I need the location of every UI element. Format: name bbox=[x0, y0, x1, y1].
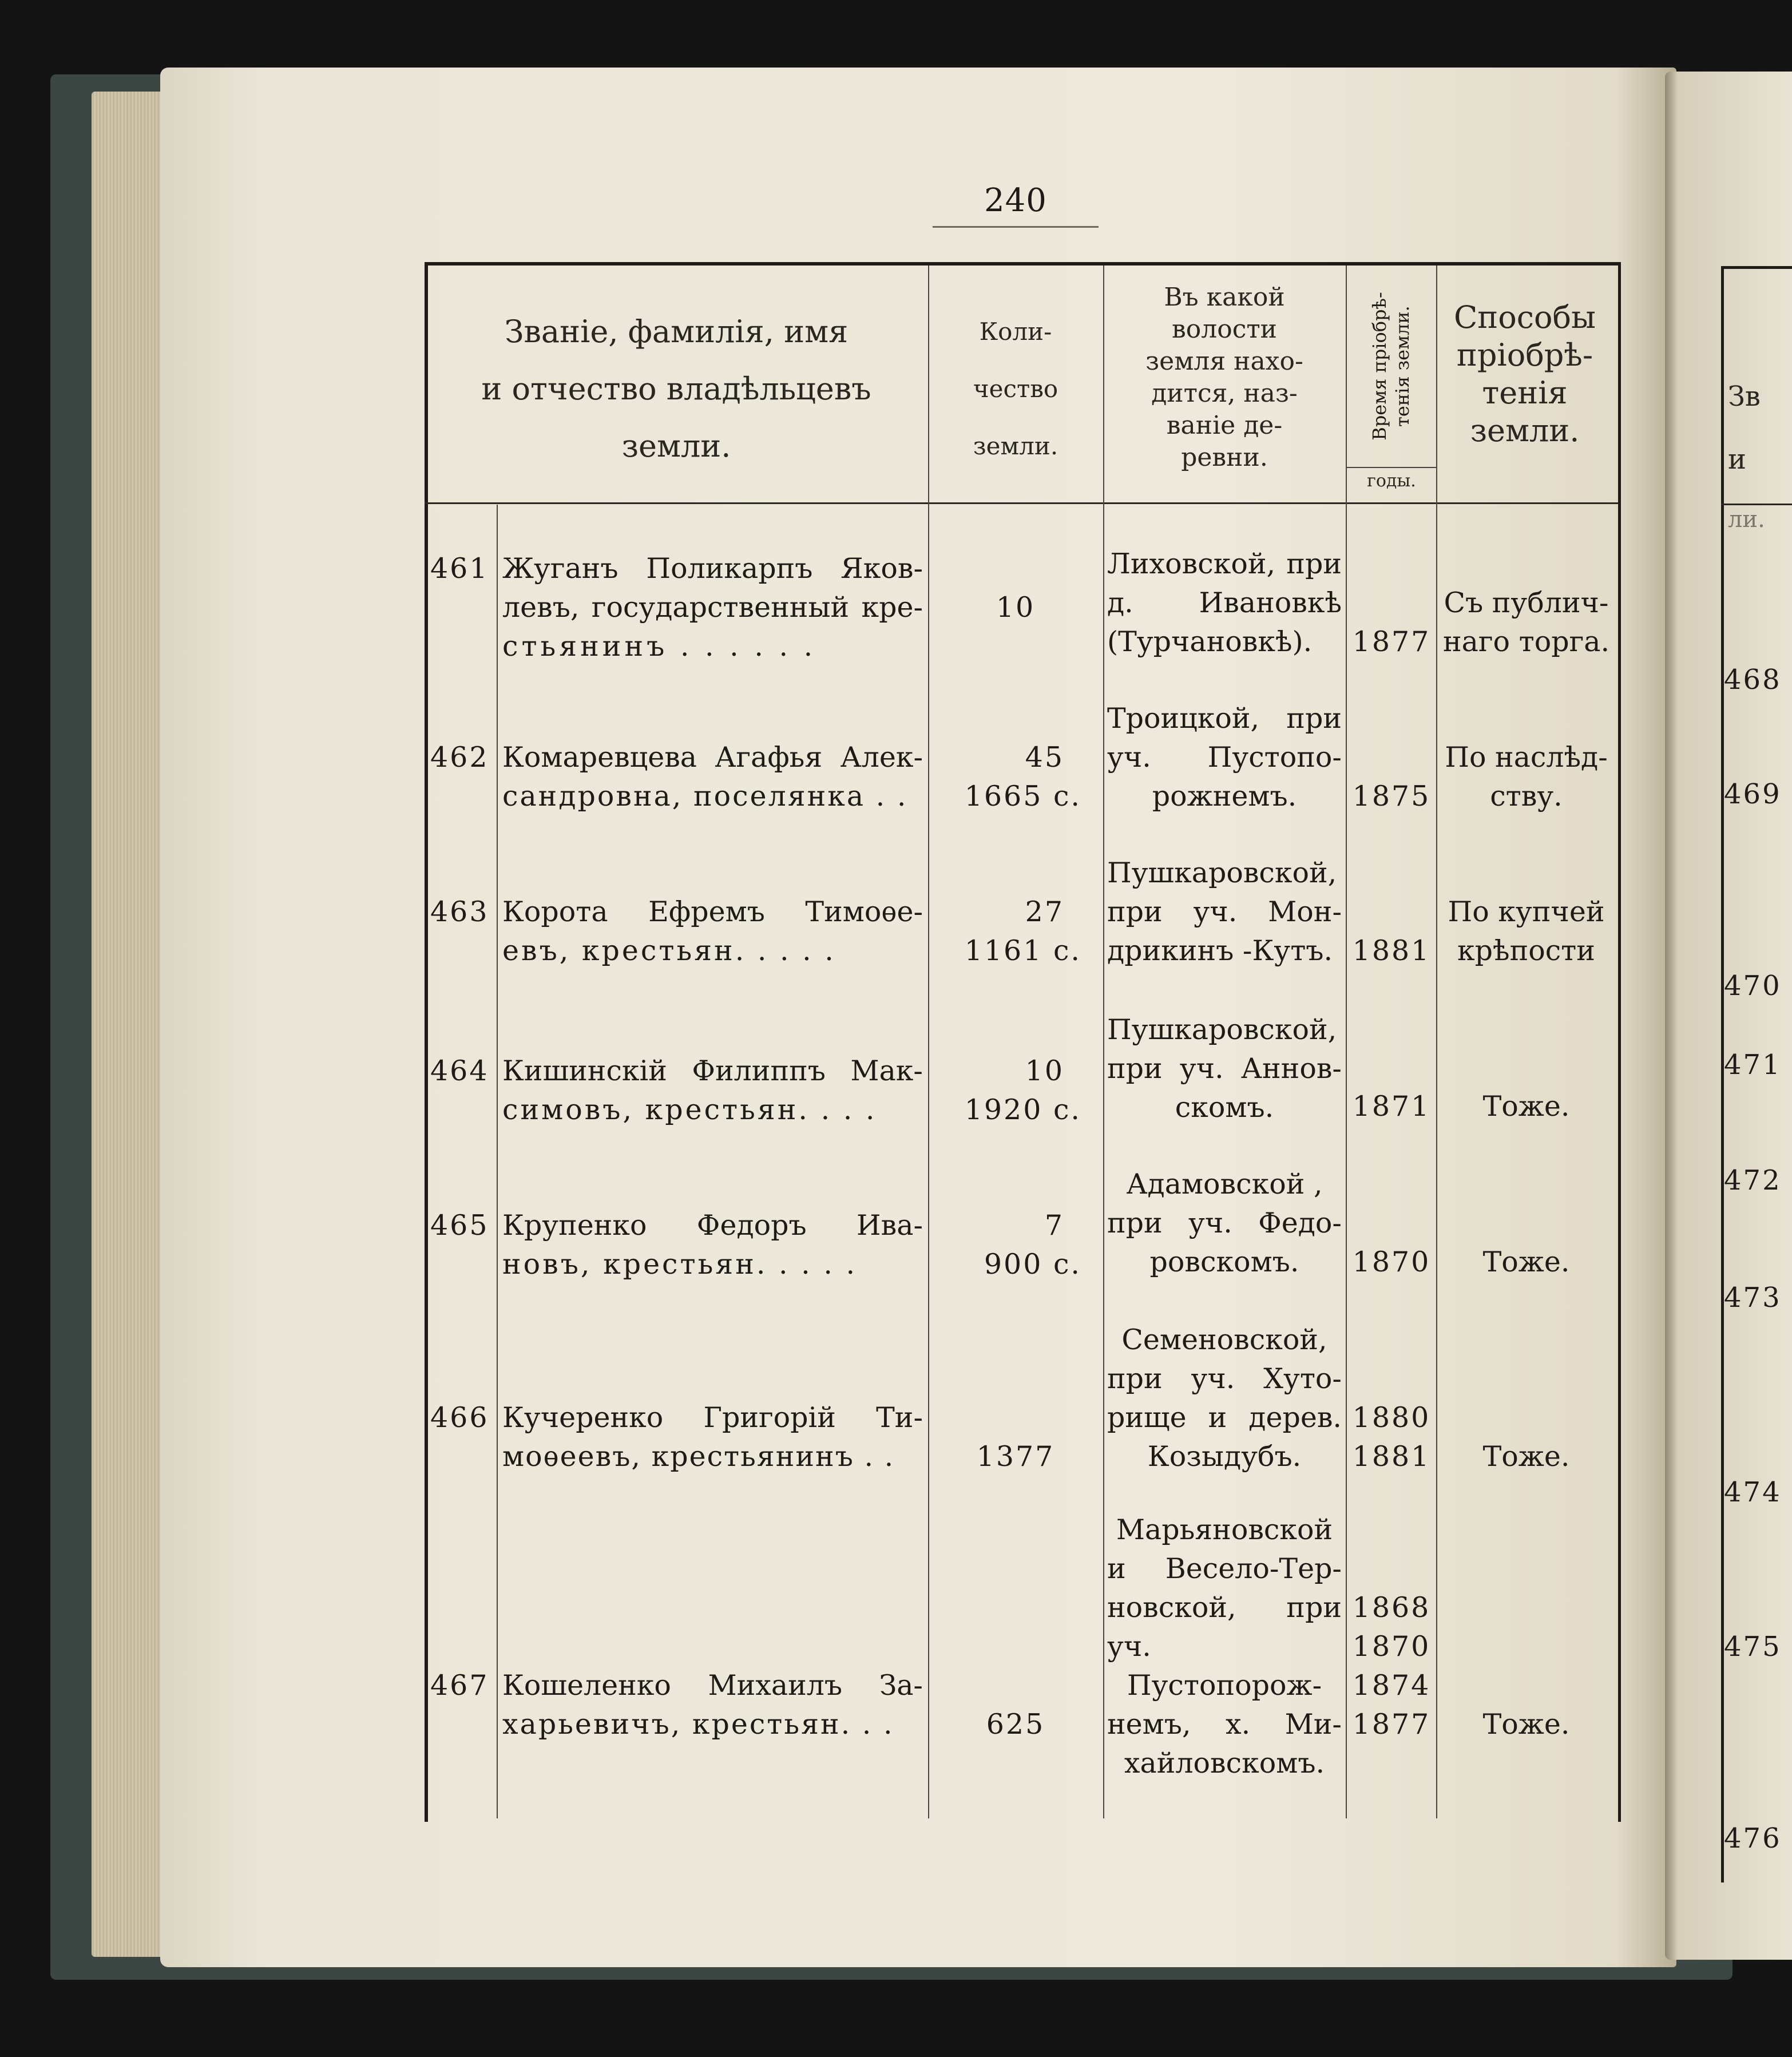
method-line: По купчей bbox=[1448, 895, 1605, 928]
volost-cell bbox=[1107, 854, 1342, 970]
year: 1881 bbox=[1352, 934, 1431, 967]
owner-line: Кишинскій Филиппъ Мак- bbox=[502, 1055, 923, 1087]
method-line: Тоже. bbox=[1482, 1246, 1570, 1278]
method-cell bbox=[1439, 1087, 1613, 1126]
volost-line: при уч. Аннов- bbox=[1107, 1052, 1342, 1085]
volost-line: хайловскомъ. bbox=[1124, 1747, 1325, 1779]
row-number: 461 bbox=[430, 552, 489, 585]
year: 1877 bbox=[1352, 625, 1431, 658]
owner-line: Крупенко Федоръ Ива- bbox=[502, 1209, 923, 1242]
quantity-line: 10 bbox=[1025, 1055, 1064, 1087]
volost-line: Лиховской, при bbox=[1107, 548, 1342, 580]
header-owner-line: земли. bbox=[621, 428, 731, 464]
owner-line: моѳеевъ, крестьянинъ . . bbox=[502, 1440, 895, 1473]
header-time-line: тенія земли. bbox=[1391, 306, 1413, 427]
year: 1870 bbox=[1352, 1630, 1431, 1663]
method-line: По наслѣд- bbox=[1445, 741, 1608, 774]
next-page-header-line: и bbox=[1728, 443, 1746, 475]
method-cell bbox=[1439, 738, 1613, 816]
next-page-header-line: Зв bbox=[1728, 381, 1761, 413]
volost-line: скомъ. bbox=[1175, 1091, 1274, 1124]
volost-line: Адамовской , bbox=[1126, 1168, 1323, 1200]
year: 1877 bbox=[1352, 1708, 1431, 1741]
owner-cell bbox=[502, 893, 923, 970]
header-time-line: Время пріобрѣ- bbox=[1369, 292, 1390, 441]
quantity-line: 1161 с. bbox=[964, 934, 1081, 967]
column-divider-volost bbox=[1346, 265, 1347, 1818]
row-number: 463 bbox=[430, 895, 489, 928]
method-line: Тоже. bbox=[1482, 1090, 1570, 1123]
owner-line: Кошеленко Михаилъ За- bbox=[502, 1669, 923, 1702]
owner-cell bbox=[502, 1666, 923, 1744]
page-number-rule bbox=[933, 226, 1099, 228]
owner-line: Комаревцева Агафья Алек- bbox=[502, 741, 923, 774]
next-page-row-number: 468 bbox=[1724, 664, 1782, 696]
quantity-line: 10 bbox=[996, 591, 1036, 624]
year: 1875 bbox=[1352, 780, 1431, 813]
header-quantity-line: чество bbox=[973, 375, 1058, 403]
year: 1880 bbox=[1352, 1401, 1431, 1434]
row-number: 465 bbox=[430, 1209, 489, 1242]
year: 1874 bbox=[1352, 1669, 1431, 1702]
time-unit-rule bbox=[1347, 467, 1436, 468]
volost-cell bbox=[1107, 545, 1342, 661]
owner-cell bbox=[502, 1398, 923, 1476]
row-number: 464 bbox=[430, 1055, 489, 1087]
volost-line: Пустопорож- bbox=[1127, 1669, 1322, 1702]
owner-cell bbox=[502, 1052, 923, 1129]
volost-line: рище и дерев. bbox=[1107, 1401, 1342, 1434]
years-cell bbox=[1347, 623, 1436, 661]
owner-line: симовъ, крестьян. . . . bbox=[502, 1093, 877, 1126]
years-cell bbox=[1347, 1398, 1436, 1476]
table-frame bbox=[425, 262, 1621, 1822]
method-line: Съ публич- bbox=[1444, 586, 1609, 619]
quantity-cell bbox=[933, 588, 1099, 627]
column-divider-quantity bbox=[1103, 265, 1104, 1818]
year: 1868 bbox=[1352, 1591, 1431, 1624]
next-page-row-number: 475 bbox=[1724, 1631, 1782, 1663]
quantity-cell bbox=[933, 1206, 1081, 1284]
header-volost-line: ваніе де- bbox=[1166, 411, 1283, 440]
owner-line: Корота Ефремъ Тимоѳе- bbox=[502, 895, 923, 928]
header-method bbox=[1439, 299, 1611, 450]
volost-line: Пушкаровской, bbox=[1107, 1013, 1337, 1046]
header-owner-line: и отчество владѣльцевъ bbox=[481, 371, 871, 407]
volost-line: Троицкой, при bbox=[1107, 702, 1342, 735]
row-number: 467 bbox=[430, 1669, 489, 1702]
owner-line: стьянинъ . . . . . . bbox=[502, 630, 816, 663]
volost-cell bbox=[1107, 1511, 1342, 1783]
header-volost-line: волости bbox=[1171, 315, 1277, 344]
next-page-row-number: 476 bbox=[1724, 1822, 1782, 1854]
volost-line: при уч. Федо- bbox=[1107, 1207, 1342, 1239]
quantity-line: 27 bbox=[1025, 895, 1064, 928]
volost-cell bbox=[1107, 1165, 1342, 1282]
quantity-line: 900 с. bbox=[984, 1248, 1081, 1281]
owner-cell bbox=[502, 549, 923, 666]
next-page-row-number: 469 bbox=[1724, 778, 1782, 810]
volost-line: Марьяновской bbox=[1116, 1513, 1333, 1546]
method-cell bbox=[1439, 584, 1613, 661]
column-divider-time bbox=[1436, 265, 1437, 1818]
year: 1870 bbox=[1352, 1246, 1431, 1278]
quantity-cell bbox=[933, 1052, 1081, 1129]
volost-line: при уч. Мон- bbox=[1107, 895, 1342, 928]
volost-line: Семеновской, bbox=[1121, 1323, 1327, 1356]
next-page-row-number: 474 bbox=[1724, 1476, 1782, 1508]
volost-line: ровскомъ. bbox=[1149, 1246, 1299, 1278]
header-rule bbox=[425, 502, 1618, 504]
next-page-row-number: 473 bbox=[1724, 1282, 1782, 1314]
method-line: Тоже. bbox=[1482, 1440, 1570, 1473]
method-line: крѣпости bbox=[1457, 934, 1595, 967]
method-line: ству. bbox=[1490, 780, 1563, 813]
header-method-line: земли. bbox=[1470, 413, 1580, 449]
volost-cell bbox=[1107, 699, 1342, 816]
volost-line: новской, при уч. bbox=[1107, 1591, 1342, 1663]
volost-line: немъ, х. Ми- bbox=[1107, 1708, 1342, 1741]
volost-line: уч. Пустопо- bbox=[1107, 741, 1342, 774]
method-cell bbox=[1439, 1705, 1613, 1744]
volost-line: рожнемъ. bbox=[1152, 780, 1297, 813]
owner-line: харьевичъ, крестьян. . . bbox=[502, 1708, 894, 1741]
header-volost bbox=[1107, 282, 1342, 474]
volost-line: дрикинъ -Кутъ. bbox=[1107, 934, 1333, 967]
owner-cell bbox=[502, 738, 923, 816]
header-quantity-line: Коли- bbox=[979, 318, 1052, 346]
owner-line: сандровна, поселянка . . bbox=[502, 780, 908, 813]
row-number: 466 bbox=[430, 1401, 489, 1434]
header-time-unit: годы. bbox=[1367, 471, 1416, 491]
header-volost-line: ревни. bbox=[1181, 443, 1268, 472]
next-page-row-number: 470 bbox=[1724, 970, 1782, 1002]
owner-line: новъ, крестьян. . . . . bbox=[502, 1248, 858, 1281]
volost-line: Козыдубъ. bbox=[1147, 1440, 1302, 1473]
owner-line: евъ, крестьян. . . . . bbox=[502, 934, 836, 967]
header-volost-line: дится, наз- bbox=[1151, 379, 1298, 408]
header-time bbox=[1368, 278, 1414, 455]
quantity-line: 7 bbox=[1044, 1209, 1064, 1242]
next-page-header-rule bbox=[1721, 504, 1792, 505]
quantity-line: 625 bbox=[986, 1708, 1045, 1741]
quantity-cell bbox=[933, 1705, 1099, 1744]
column-divider-number bbox=[497, 505, 498, 1818]
next-page-row-number: 472 bbox=[1724, 1164, 1782, 1196]
year: 1881 bbox=[1352, 1440, 1431, 1473]
years-cell bbox=[1347, 1588, 1436, 1744]
volost-line: д. Ивановкѣ bbox=[1107, 586, 1342, 619]
volost-line: при уч. Хуто- bbox=[1107, 1362, 1342, 1395]
year: 1871 bbox=[1352, 1090, 1431, 1123]
method-cell bbox=[1439, 1437, 1613, 1476]
quantity-line: 45 bbox=[1025, 741, 1064, 774]
method-cell bbox=[1439, 1243, 1613, 1282]
header-quantity-line: земли. bbox=[973, 432, 1058, 460]
page-number: 240 bbox=[984, 182, 1047, 219]
quantity-cell bbox=[933, 738, 1081, 816]
header-method-line: тенія bbox=[1482, 375, 1568, 411]
row-number: 462 bbox=[430, 741, 489, 774]
method-line: Тоже. bbox=[1482, 1708, 1570, 1741]
next-page-row-number: 471 bbox=[1724, 1049, 1782, 1081]
volost-cell bbox=[1107, 1010, 1342, 1127]
volost-line: (Турчановкѣ). bbox=[1107, 625, 1313, 658]
quantity-cell bbox=[933, 893, 1081, 970]
quantity-line: 1665 с. bbox=[964, 780, 1081, 813]
right-page-edge bbox=[1665, 72, 1792, 1960]
header-method-line: пріобрѣ- bbox=[1456, 337, 1593, 373]
quantity-cell bbox=[933, 1437, 1099, 1476]
next-page-header-line: ли. bbox=[1728, 506, 1765, 533]
years-cell bbox=[1347, 777, 1436, 816]
volost-line: Пушкаровской, bbox=[1107, 857, 1337, 889]
quantity-line: 1920 с. bbox=[964, 1093, 1081, 1126]
owner-line: Кучеренко Григорій Ти- bbox=[502, 1401, 923, 1434]
header-method-line: Способы bbox=[1453, 299, 1596, 335]
volost-cell bbox=[1107, 1321, 1342, 1476]
method-line: наго торга. bbox=[1442, 625, 1610, 658]
volost-line: и Весело-Тер- bbox=[1107, 1552, 1342, 1585]
quantity-line: 1377 bbox=[976, 1440, 1055, 1473]
method-cell bbox=[1439, 893, 1613, 970]
header-owner-line: Званіе, фамилія, имя bbox=[504, 314, 849, 350]
years-cell bbox=[1347, 1087, 1436, 1126]
header-volost-line: земля нахо- bbox=[1145, 347, 1303, 376]
years-cell bbox=[1347, 932, 1436, 970]
header-owner bbox=[430, 303, 922, 475]
owner-line: левъ, государственный кре- bbox=[502, 591, 923, 624]
owner-cell bbox=[502, 1206, 923, 1284]
years-cell bbox=[1347, 1243, 1436, 1282]
column-divider-owner bbox=[928, 265, 929, 1818]
header-quantity bbox=[933, 303, 1099, 475]
header-volost-line: Въ какой bbox=[1164, 283, 1285, 312]
owner-line: Жуганъ Поликарпъ Яков- bbox=[502, 552, 923, 585]
